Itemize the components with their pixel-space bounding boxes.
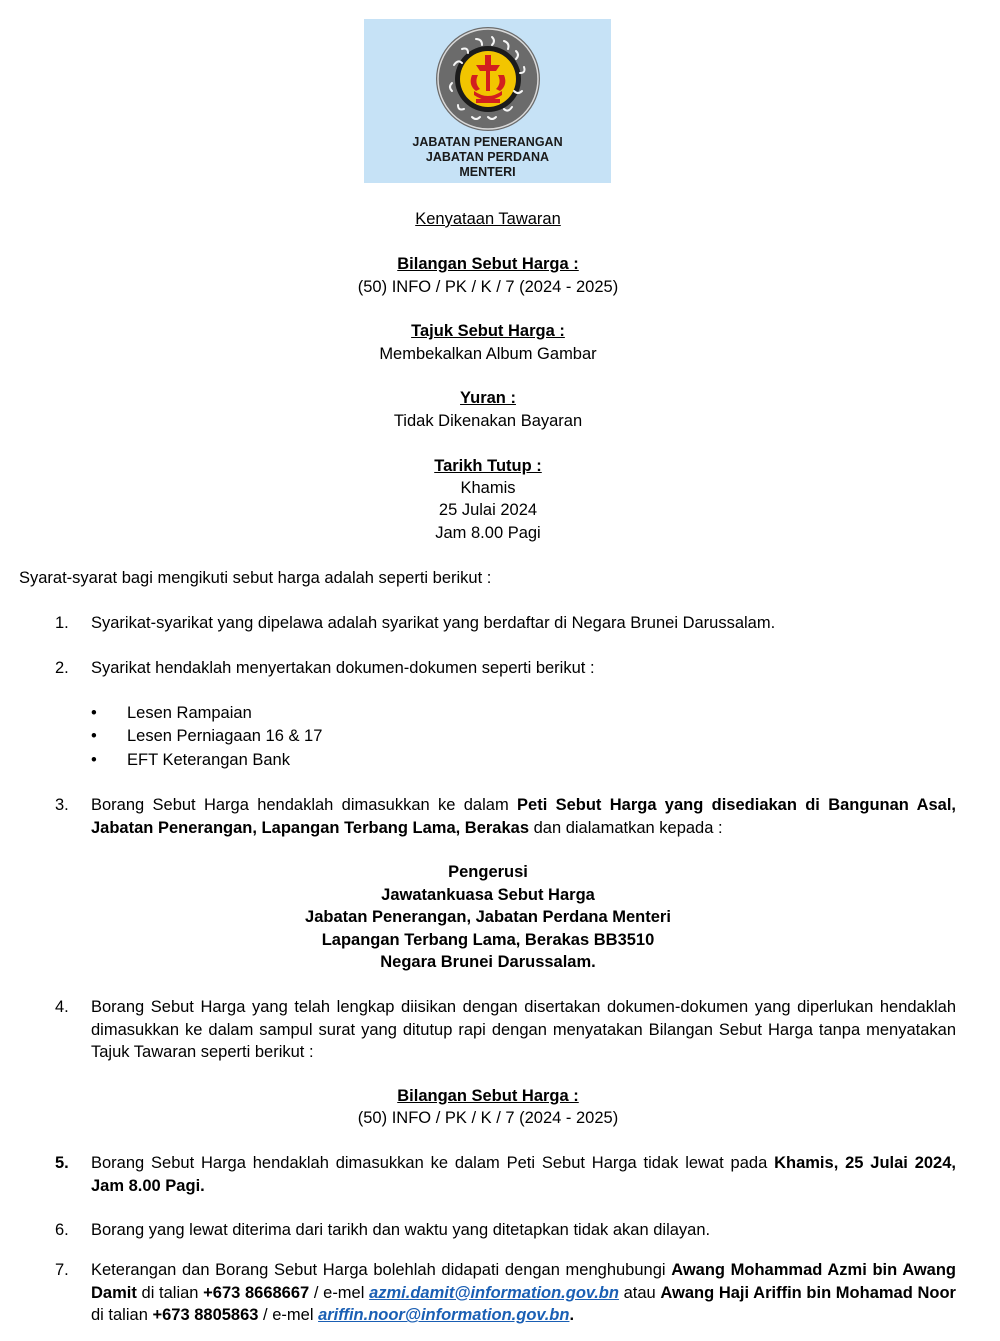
- item-7-number: 7.: [55, 1261, 69, 1279]
- item-7-text-g: atau: [618, 1283, 661, 1302]
- dept-line-1: JABATAN PENERANGAN: [412, 135, 563, 149]
- bullet-icon: •: [91, 727, 97, 745]
- document-list-item: EFT Keterangan Bank: [127, 751, 290, 769]
- item-7-text-e: / e-mel: [309, 1283, 370, 1302]
- item-5-text-a: Borang Sebut Harga hendaklah dimasukkan ke dalam Peti Sebut Harga tidak lewat pada: [91, 1154, 775, 1172]
- fee-label: Yuran :: [460, 389, 516, 407]
- item-2-number: 2.: [55, 659, 69, 677]
- contact-1-email-link[interactable]: azmi.damit@information.gov.bn: [369, 1283, 619, 1302]
- closing-date: 25 Julai 2024: [438, 501, 538, 519]
- item-1-number: 1.: [55, 614, 69, 632]
- contact-2-phone: +673 8805863: [152, 1306, 259, 1324]
- address-line-2: Jawatankuasa Sebut Harga: [381, 886, 595, 904]
- address-line-5: Negara Brunei Darussalam.: [380, 953, 596, 971]
- closing-day: Khamis: [460, 479, 516, 497]
- closing-label: Tarikh Tutup :: [434, 457, 542, 475]
- bullet-icon: •: [91, 751, 97, 769]
- item-3-text: [91, 794, 956, 839]
- item-7-text: [91, 1259, 956, 1327]
- department-logo: [364, 19, 611, 183]
- quote-number-value: (50) INFO / PK / K / 7 (2024 - 2025): [357, 278, 619, 296]
- item-5-text: [91, 1152, 956, 1197]
- item-7-text-c: di talian: [136, 1283, 204, 1302]
- item-1-text: Syarikat-syarikat yang dipelawa adalah syarikat yang berdaftar di Negara Brunei Darussalam.: [91, 614, 776, 632]
- document-list-item: Lesen Rampaian: [127, 704, 252, 722]
- address-line-4: Lapangan Terbang Lama, Berakas BB3510: [321, 931, 655, 949]
- subject-label: Tajuk Sebut Harga :: [411, 322, 565, 340]
- quote-number-label: Bilangan Sebut Harga :: [397, 255, 579, 273]
- item-7-text-k: / e-mel: [258, 1306, 319, 1324]
- item-4-text: Borang Sebut Harga yang telah lengkap diisikan dengan disertakan dokumen-dokumen yang diperlukan hendaklah dimasukkan ke dalam sampul surat yang ditutup rapi dengan menyatakan Bilangan Sebut Harga tanpa menyatakan Tajuk Tawaran seperti berikut :: [91, 998, 956, 1061]
- subject-value: Membekalkan Album Gambar: [379, 345, 597, 363]
- dept-line-2: JABATAN PERDANA: [425, 150, 550, 164]
- fee-value: Tidak Dikenakan Bayaran: [393, 412, 583, 430]
- address-line-3: Jabatan Penerangan, Jabatan Perdana Menteri: [305, 908, 671, 926]
- document-title: Kenyataan Tawaran: [415, 210, 561, 228]
- item-7-end: .: [569, 1306, 575, 1324]
- item-3-text-a: Borang Sebut Harga hendaklah dimasukkan ke dalam: [91, 796, 518, 814]
- item-7-text-i: di talian: [91, 1306, 153, 1324]
- closing-time: Jam 8.00 Pagi: [435, 524, 541, 542]
- item-3-text-c: dan dialamatkan kepada :: [529, 818, 723, 837]
- document-list-item: Lesen Perniagaan 16 & 17: [127, 727, 323, 745]
- item-5-deadline: Khamis, 25 Julai 2024, Jam 8.00 Pagi.: [91, 1154, 956, 1195]
- contact-2-name: Awang Haji Ariffin bin Mohamad Noor: [660, 1283, 956, 1302]
- contact-2-email-link[interactable]: ariffin.noor@information.gov.bn: [318, 1306, 570, 1324]
- item-3-number: 3.: [55, 796, 69, 814]
- item-2-text: Syarikat hendaklah menyertakan dokumen-dokumen seperti berikut :: [91, 659, 595, 677]
- contact-1-phone: +673 8668667: [203, 1283, 310, 1302]
- address-line-1: Pengerusi: [448, 863, 528, 881]
- dept-line-3: MENTERI: [459, 165, 516, 179]
- department-name: [364, 135, 611, 180]
- item-4-number: 4.: [55, 998, 69, 1016]
- conditions-intro: Syarat-syarat bagi mengikuti sebut harga adalah seperti berikut :: [19, 569, 492, 587]
- item-3-location: Peti Sebut Harga yang disediakan di Bangunan Asal, Jabatan Penerangan, Lapangan Terbang Lama, Berakas: [91, 796, 957, 837]
- bullet-icon: •: [91, 704, 97, 722]
- item-4-quote-label: Bilangan Sebut Harga :: [397, 1087, 579, 1105]
- brunei-emblem-icon: [434, 25, 542, 133]
- item-6-text: Borang yang lewat diterima dari tarikh dan waktu yang ditetapkan tidak akan dilayan.: [91, 1221, 711, 1239]
- item-4-quote-value: (50) INFO / PK / K / 7 (2024 - 2025): [357, 1109, 619, 1127]
- contact-1-name: Awang Mohammad Azmi bin Awang Damit: [91, 1261, 957, 1302]
- item-6-number: 6.: [55, 1221, 69, 1239]
- item-7-text-a: Keterangan dan Borang Sebut Harga bolehlah didapati dengan menghubungi: [91, 1261, 672, 1279]
- item-5-number: 5.: [55, 1154, 69, 1172]
